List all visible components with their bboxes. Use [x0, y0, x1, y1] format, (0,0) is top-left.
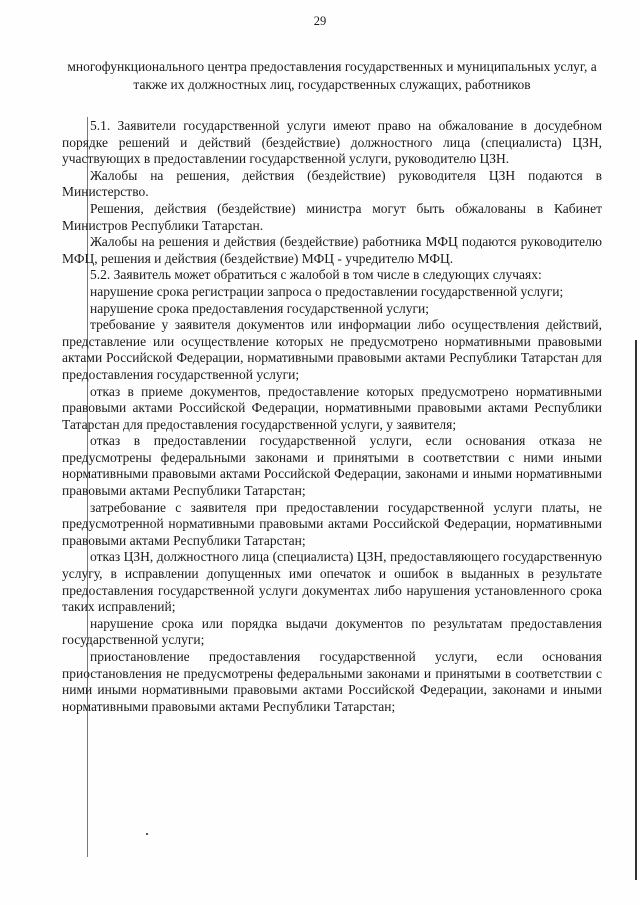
- scan-page-edge: [635, 340, 637, 880]
- list-item: нарушение срока регистрации запроса о предоставлении государственной услуги;: [90, 283, 564, 299]
- list-item: требование у заявителя документов или информации либо осуществления действий, представление или осуществление которых не предусмотрено нормативными правовыми актами Российской Федерации, нормативными правовыми актами Республики Татарстан для предоставления государственной услуги;: [62, 317, 602, 382]
- list-item: отказ ЦЗН, должностного лица (специалиста) ЦЗН, предоставляющего государственную услугу, в исправлении допущенных ими опечаток и ошибок в выданных в результате предоставления государственной услуги документах либо нарушения установленного срока таких исправлений;: [62, 549, 602, 615]
- list-item: нарушение срока предоставления государственной услуги;: [90, 300, 430, 316]
- list-item: приостановление предоставления государственной услуги, если основания приостановления не предусмотрены федеральными законами и принятыми в соответствии с ними иными нормативными правовыми актами Российской Федерации, законами и иными нормативными правовыми актами Республики Татарстан;: [62, 649, 602, 714]
- list-item: отказ в приеме документов, предоставление которых предусмотрено нормативными правовыми актами Российской Федерации, нормативными правовыми актами Республики Татарстан для предоставления государственной услуги, у заявителя;: [62, 383, 602, 432]
- paragraph-complaint-cabinet: Решения, действия (бездействие) министра могут быть обжалованы в Кабинет Министров Республики Татарстан.: [62, 200, 602, 233]
- list-item: нарушение срока или порядка выдачи документов по результатам предоставления государственной услуги;: [62, 615, 602, 648]
- paragraph-complaint-mfc: Жалобы на решения и действия (бездействие) работника МФЦ подаются руководителю МФЦ, решения и действия (бездействие) МФЦ - учредителю МФЦ.: [62, 234, 602, 266]
- section-heading: многофункционального центра предоставления государственных и муниципальных услуг, а также их должностных лиц, государственных служащих, работников: [67, 59, 597, 92]
- paragraph-complaint-ministry: Жалобы на решения, действия (бездействие) руководителя ЦЗН подаются в Министерство.: [62, 167, 602, 200]
- scan-speck: [146, 833, 148, 835]
- document-body: [62, 118, 602, 715]
- page-number: 29: [313, 14, 327, 28]
- paragraph-5-1: 5.1. Заявители государственной услуги имеют право на обжалование в досудебном порядке решений и действий (бездействие) должностного лица (специалиста) ЦЗН, участвующих в предоставлении государственной услуги, руководителю ЦЗН.: [62, 118, 602, 167]
- paragraph-5-2: 5.2. Заявитель может обратиться с жалобой в том числе в следующих случаях:: [90, 267, 542, 283]
- list-item: отказ в предоставлении государственной услуги, если основания отказа не предусмотрены федеральными законами и принятыми в соответствии с ними иными нормативными правовыми актами Российской Федерации, законами и иными нормативными правовыми актами Республики Татарстан;: [62, 433, 602, 499]
- list-item: затребование с заявителя при предоставлении государственной услуги платы, не предусмотренной нормативными правовыми актами Российской Федерации, нормативными правовыми актами Республики Татарстан;: [62, 499, 602, 548]
